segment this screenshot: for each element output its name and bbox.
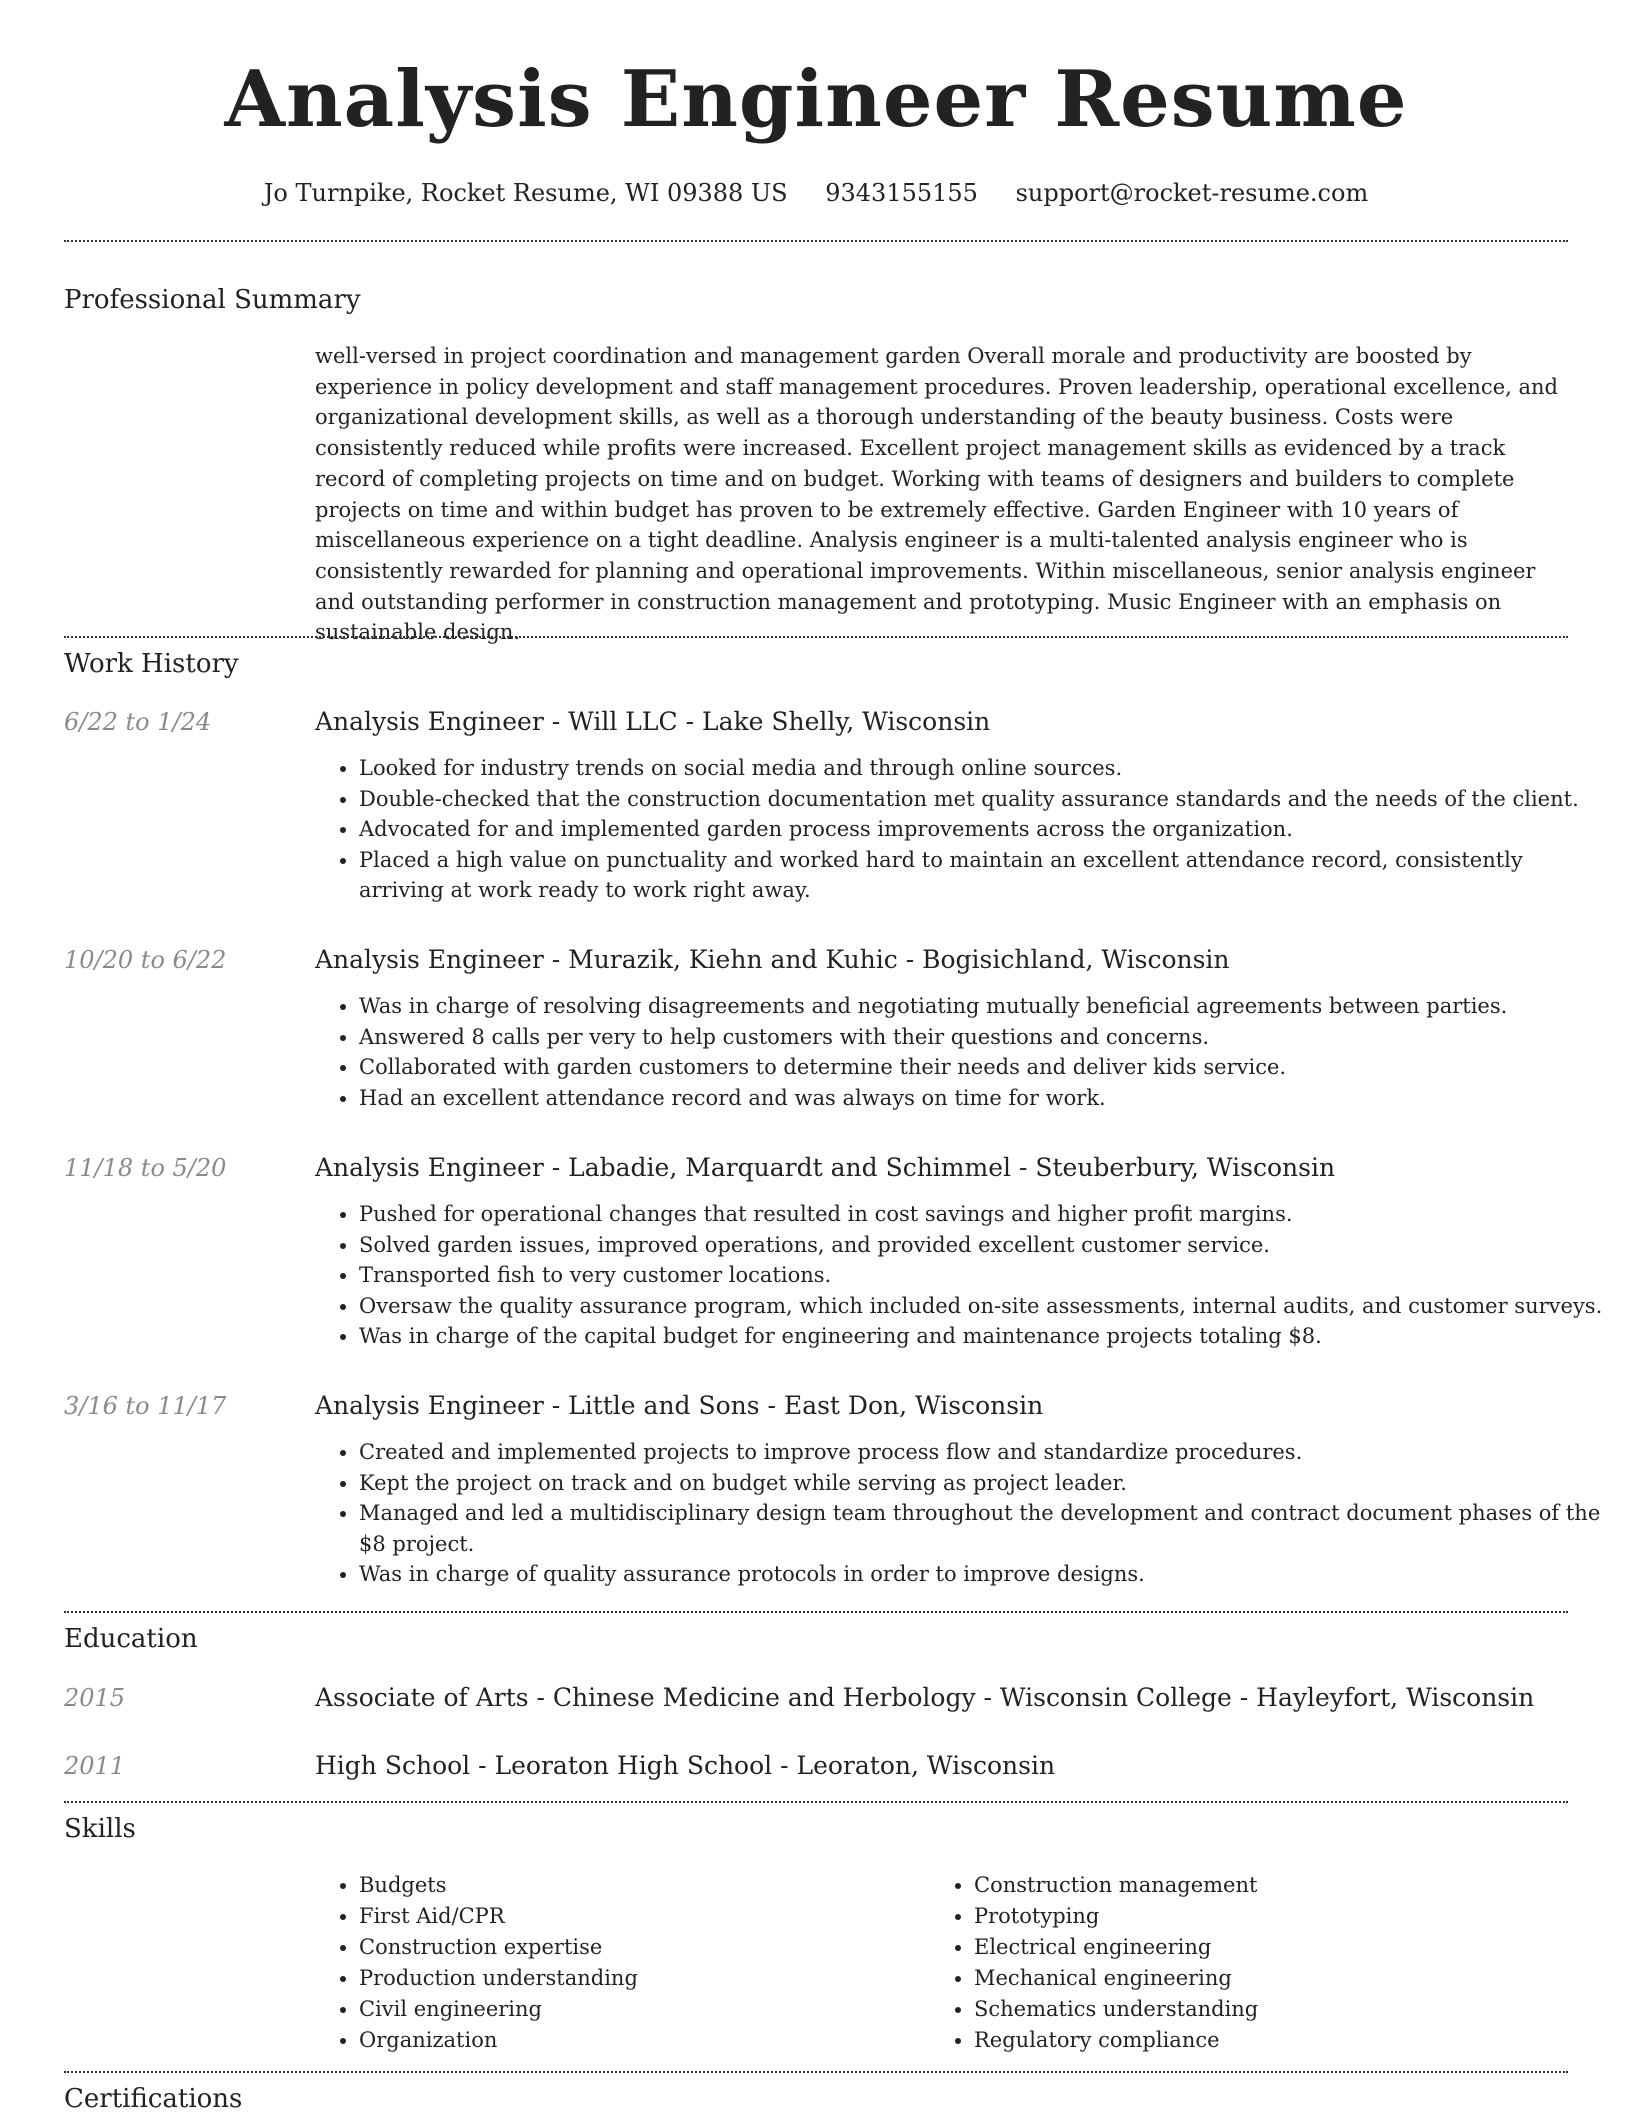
job-title: Analysis Engineer - Murazik, Kiehn and Kuhic - Bogisichland, Wisconsin (315, 945, 1230, 974)
job-title: Analysis Engineer - Little and Sons - East Don, Wisconsin (315, 1391, 1044, 1420)
job-bullet: • Pushed for operational changes that resulted in cost savings and higher profit margins. (359, 1199, 1612, 1230)
job-bullet: • Looked for industry trends on social media and through online sources. (359, 753, 1612, 784)
skill-item: • Construction expertise (359, 1932, 919, 1963)
job-bullet: • Answered 8 calls per very to help customers with their questions and concerns. (359, 1022, 1612, 1053)
skill-item: • Electrical engineering (974, 1932, 1534, 1963)
section-divider (64, 240, 1568, 242)
job-bullet: • Advocated for and implemented garden process improvements across the organization. (359, 814, 1612, 845)
skill-item: • Prototyping (974, 1901, 1534, 1932)
section-divider (64, 1801, 1568, 1803)
contact-email: support@rocket-resume.com (1015, 179, 1369, 207)
skill-item: • Schematics understanding (974, 1994, 1534, 2025)
section-divider (64, 636, 1568, 638)
education-title: Associate of Arts - Chinese Medicine and Herbology - Wisconsin College - Hayleyfort, Wisconsin (315, 1683, 1535, 1712)
job-bullet: • Kept the project on track and on budget while serving as project leader. (359, 1468, 1612, 1499)
education-year: 2011 (64, 1752, 126, 1780)
job-bullets (315, 1199, 1612, 1352)
contact-phone: 9343155155 (825, 179, 978, 207)
job-bullets (315, 991, 1612, 1113)
section-title-summary: Professional Summary (64, 285, 361, 315)
skill-item: • Production understanding (359, 1963, 919, 1994)
section-title-skills: Skills (64, 1814, 136, 1844)
skills-column-left (315, 1870, 919, 2056)
contact-line (0, 178, 1632, 208)
job-bullet: • Created and implemented projects to improve process flow and standardize procedures. (359, 1437, 1612, 1468)
resume-title: Analysis Engineer Resume (224, 54, 1408, 145)
job-bullet: • Was in charge of quality assurance protocols in order to improve designs. (359, 1559, 1612, 1590)
skill-item: • Budgets (359, 1870, 919, 1901)
job-bullets (315, 753, 1612, 906)
skill-item: • Regulatory compliance (974, 2025, 1534, 2056)
job-bullet: • Was in charge of the capital budget for engineering and maintenance projects totaling $8. (359, 1321, 1612, 1352)
summary-text: well-versed in project coordination and management garden Overall morale and productivity are boosted by experience in policy development and staff management procedures. Proven leadership, operational excellence, and organizational development skills, as well as a thorough understanding of the beauty business. Costs were consistently reduced while profits were increased. Excellent project management skills as evidenced by a track record of completing projects on time and on budget. Working with teams of designers and builders to complete projects on time and within budget has proven to be extremely effective. Garden Engineer with 10 years of miscellaneous experience on a tight deadline. Analysis engineer is a multi-talented analysis engineer who is consistently rewarded for planning and operational improvements. Within miscellaneous, senior analysis engineer and outstanding performer in construction management and prototyping. Music Engineer with an emphasis on sustainable design. (315, 344, 1558, 645)
job-bullet: • Solved garden issues, improved operations, and provided excellent customer service. (359, 1230, 1612, 1261)
section-title-certifications: Certifications (64, 2084, 243, 2114)
section-title-work-history: Work History (64, 649, 239, 679)
section-divider (64, 2071, 1568, 2073)
job-dates: 6/22 to 1/24 (64, 708, 212, 736)
skill-item: • First Aid/CPR (359, 1901, 919, 1932)
job-bullet: • Transported fish to very customer locations. (359, 1260, 1612, 1291)
job-bullet: • Double-checked that the construction documentation met quality assurance standards and the needs of the client. (359, 784, 1612, 815)
skill-item: • Civil engineering (359, 1994, 919, 2025)
education-title: High School - Leoraton High School - Leoraton, Wisconsin (315, 1751, 1056, 1780)
section-title-education: Education (64, 1624, 198, 1654)
job-dates: 10/20 to 6/22 (64, 946, 227, 974)
job-bullet: • Placed a high value on punctuality and worked hard to maintain an excellent attendance record, consistently arriving at work ready to work right away. (359, 845, 1612, 906)
job-bullet: • Managed and led a multidisciplinary design team throughout the development and contract document phases of the $8 project. (359, 1498, 1612, 1559)
job-title: Analysis Engineer - Labadie, Marquardt and Schimmel - Steuberbury, Wisconsin (315, 1153, 1336, 1182)
job-bullet: • Collaborated with garden customers to determine their needs and deliver kids service. (359, 1052, 1612, 1083)
job-bullet: • Oversaw the quality assurance program, which included on-site assessments, internal audits, and customer surveys. (359, 1291, 1612, 1322)
skill-item: • Organization (359, 2025, 919, 2056)
job-bullet: • Had an excellent attendance record and was always on time for work. (359, 1083, 1612, 1114)
job-dates: 11/18 to 5/20 (64, 1154, 227, 1182)
job-dates: 3/16 to 11/17 (64, 1392, 227, 1420)
job-bullets (315, 1437, 1612, 1590)
section-divider (64, 1611, 1568, 1613)
contact-address: Jo Turnpike, Rocket Resume, WI 09388 US (263, 179, 788, 207)
job-title: Analysis Engineer - Will LLC - Lake Shelly, Wisconsin (315, 707, 991, 736)
job-bullet: • Was in charge of resolving disagreements and negotiating mutually beneficial agreements between parties. (359, 991, 1612, 1022)
skills-column-right (930, 1870, 1534, 2056)
skill-item: • Mechanical engineering (974, 1963, 1534, 1994)
skill-item: • Construction management (974, 1870, 1534, 1901)
education-year: 2015 (64, 1684, 126, 1712)
